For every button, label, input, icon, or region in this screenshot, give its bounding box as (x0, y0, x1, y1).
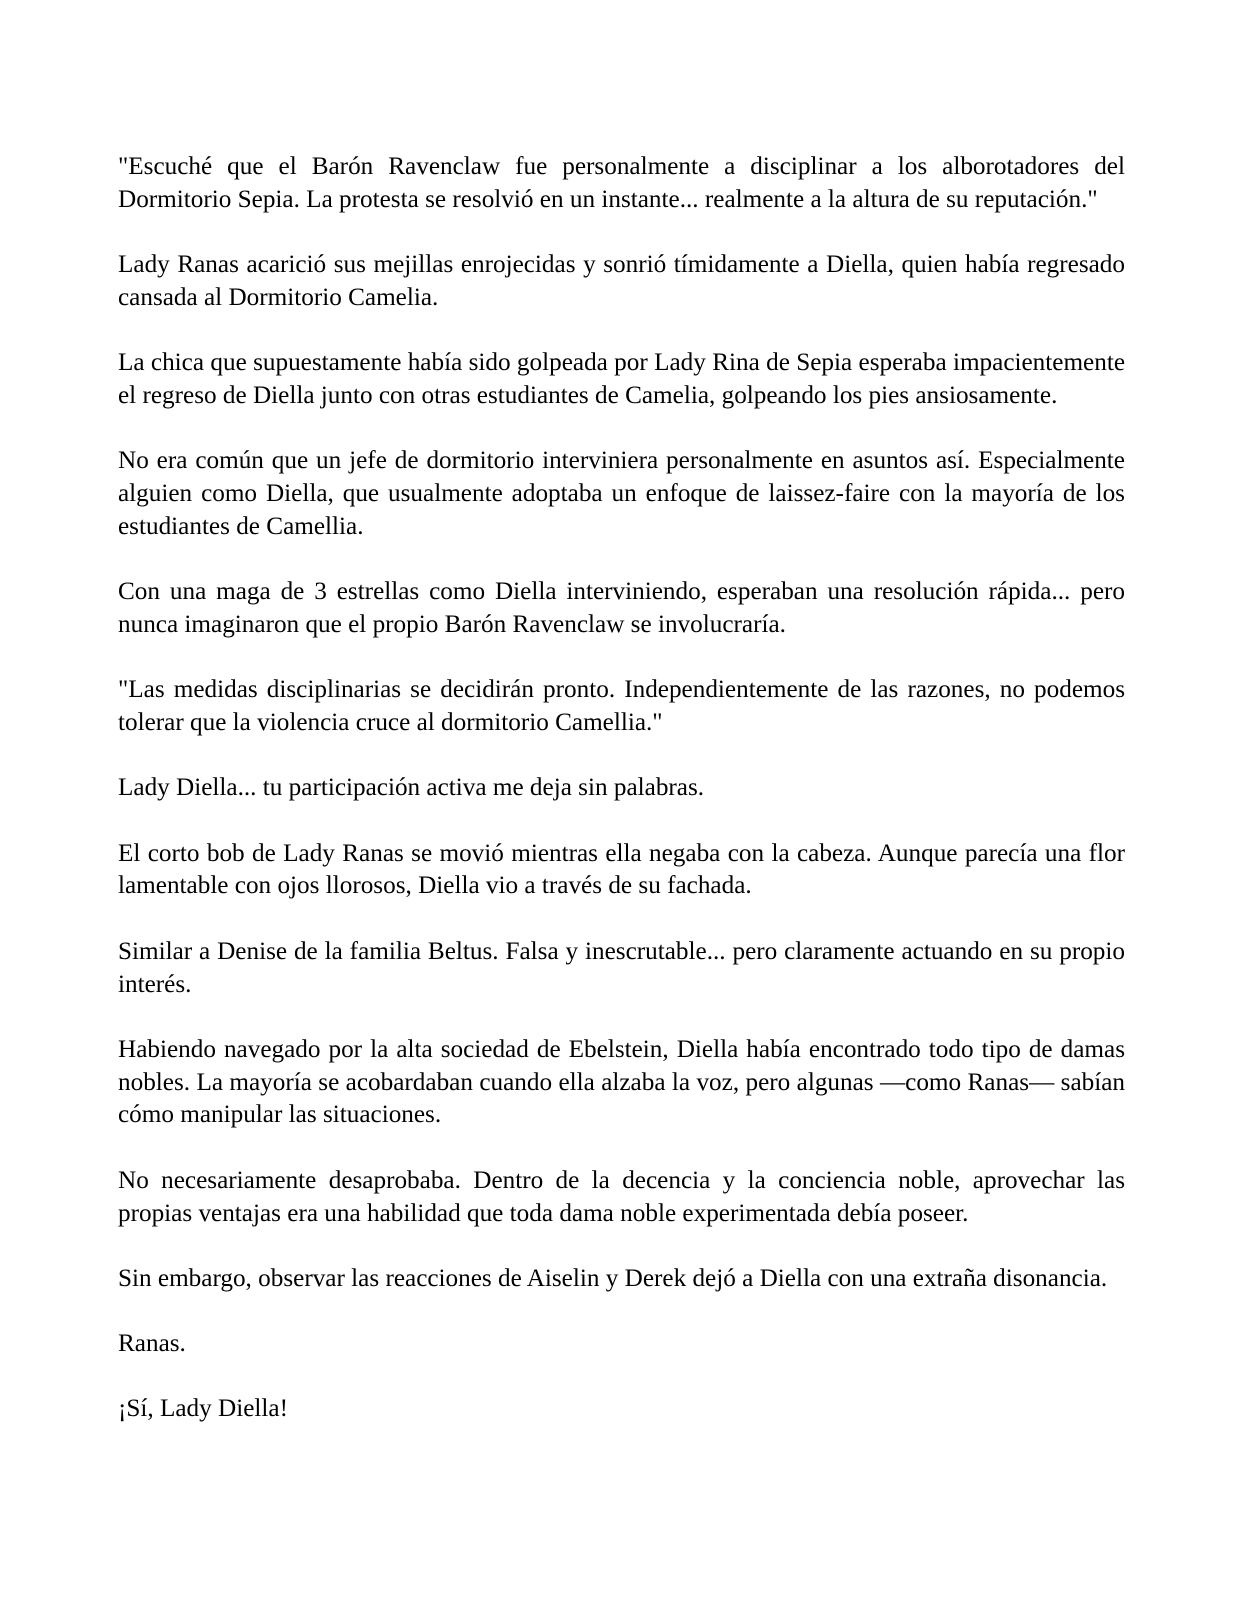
paragraph-10: Habiendo navegado por la alta sociedad de Ebelstein, Diella había encontrado todo tipo de damas nobles. La mayoría se acobardaban cuando ella alzaba la voz, pero algunas —como Ranas— sabían cómo manipular las situaciones. (118, 1035, 1125, 1129)
paragraph-11: No necesariamente desaprobaba. Dentro de la decencia y la conciencia noble, aprovechar las propias ventajas era una habilidad que toda dama noble experimentada debía poseer. (118, 1166, 1125, 1227)
paragraph-6: "Las medidas disciplinarias se decidirán pronto. Independientemente de las razones, no podemos tolerar que la violencia cruce al dormitorio Camellia." (118, 676, 1125, 737)
paragraph-7: Lady Diella... tu participación activa me deja sin palabras. (118, 774, 705, 802)
paragraph-14: ¡Sí, Lady Diella! (118, 1395, 288, 1423)
paragraph-3: La chica que supuestamente había sido golpeada por Lady Rina de Sepia esperaba impacientemente el regreso de Diella junto con otras estudiantes de Camelia, golpeando los pies ansiosamente. (118, 349, 1125, 409)
paragraph-4: No era común que un jefe de dormitorio interviniera personalmente en asuntos así. Especialmente alguien como Diella, que usualmente adoptaba un enfoque de laissez-faire con la mayoría de los estudiantes de Camellia. (118, 447, 1125, 540)
body-text (118, 151, 1125, 1426)
paragraph-8: El corto bob de Lady Ranas se movió mientras ella negaba con la cabeza. Aunque parecía una flor lamentable con ojos llorosos, Diella vio a través de su fachada. (118, 839, 1125, 900)
paragraph-12: Sin embargo, observar las reacciones de Aiselin y Derek dejó a Diella con una extraña disonancia. (118, 1264, 1108, 1292)
paragraph-2: Lady Ranas acarició sus mejillas enrojecidas y sonrió tímidamente a Diella, quien había regresado cansada al Dormitorio Camelia. (118, 251, 1125, 311)
paragraph-13: Ranas. (118, 1330, 186, 1358)
paragraph-9: Similar a Denise de la familia Beltus. Falsa y inescrutable... pero claramente actuando en su propio interés. (118, 937, 1125, 998)
paragraph-1: "Escuché que el Barón Ravenclaw fue personalmente a disciplinar a los alborotadores del Dormitorio Sepia. La protesta se resolvió en un instante... realmente a la altura de su reputación." (118, 153, 1125, 213)
paragraph-5: Con una maga de 3 estrellas como Diella interviniendo, esperaban una resolución rápida... pero nunca imaginaron que el propio Barón Ravenclaw se involucraría. (118, 578, 1125, 638)
